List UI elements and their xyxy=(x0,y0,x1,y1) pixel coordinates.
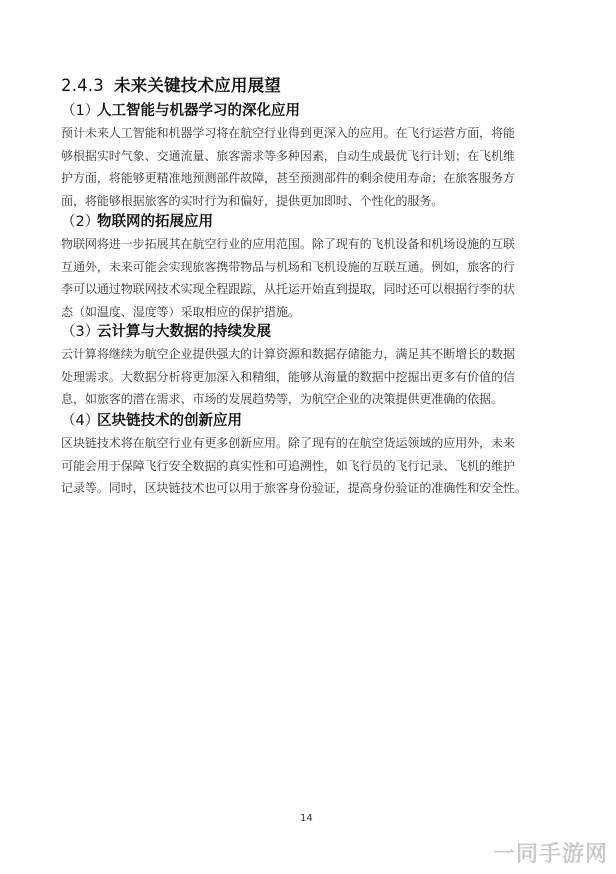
subsection-number: （1） xyxy=(61,103,100,119)
paragraph xyxy=(61,343,561,411)
page-number: 14 xyxy=(300,813,313,824)
subsection-iot xyxy=(61,212,561,323)
paragraph-line: 可能会用于保障飞行安全数据的真实性和可追溯性，如飞行员的飞行记录、飞机的维护 xyxy=(61,458,515,473)
paragraph-line: 云计算将继续为航空企业提供强大的计算资源和数据存储能力，满足其不断增长的数据 xyxy=(61,347,515,361)
paragraph-line: 物联网将进一步拓展其在航空行业的应用范围。除了现有的飞机设备和机场设施的互联 xyxy=(61,237,515,251)
subsection-number: （2） xyxy=(61,214,100,230)
section-number: 2.4.3 xyxy=(61,76,104,95)
paragraph-line: 区块链技术将在航空行业有更多创新应用。除了现有的在航空货运领域的应用外，未来 xyxy=(61,436,515,450)
subsection-cloud-bigdata xyxy=(61,322,561,411)
paragraph-line: 护方面，将能够更精准地预测部件故障，甚至预测部件的剩余使用寿命；在旅客服务方 xyxy=(61,171,515,185)
subsection-title-text: 物联网的拓展应用 xyxy=(97,214,213,230)
paragraph-line: 互通外，未来可能会实现旅客携带物品与机场和飞机设施的互联互通。例如，旅客的行 xyxy=(61,259,515,274)
watermark-logo: 一同手游网 xyxy=(492,842,608,867)
subsection-title xyxy=(61,411,561,431)
subsection-title xyxy=(61,322,561,342)
paragraph-line: 息，如旅客的潜在需求、市场的发展趋势等，为航空企业的决策提供更准确的依据。 xyxy=(61,392,503,406)
subsection-title-text: 云计算与大数据的持续发展 xyxy=(97,324,271,340)
paragraph xyxy=(61,233,561,323)
paragraph-line: 处理需求。大数据分析将更加深入和精细，能够从海量的数据中挖掘出更多有价值的信 xyxy=(61,369,515,384)
subsection-number: （3） xyxy=(61,324,100,340)
paragraph-line: 面，将能够根据旅客的实时行为和偏好，提供更加即时、个性化的服务。 xyxy=(61,193,444,208)
subsection-title xyxy=(61,212,561,232)
subsection-title-text: 区块链技术的创新应用 xyxy=(97,413,242,429)
paragraph-line: 态（如温度、湿度等）采取相应的保护措施。 xyxy=(61,304,300,319)
paragraph-line: 预计未来人工智能和机器学习将在航空行业得到更深入的应用。在飞行运营方面，将能 xyxy=(61,126,515,140)
paragraph xyxy=(61,122,561,212)
subsection-title-text: 人工智能与机器学习的深化应用 xyxy=(97,103,300,119)
subsection-number: （4） xyxy=(61,413,100,429)
section-title: 未来关键技术应用展望 xyxy=(113,76,281,95)
subsection-title xyxy=(61,101,561,121)
paragraph-line: 够根据实时气象、交通流量、旅客需求等多种因素，自动生成最优飞行计划；在飞机维 xyxy=(61,148,515,163)
paragraph xyxy=(61,432,561,500)
paragraph-line: 记录等。同时，区块链技术也可以用于旅客身份验证，提高身份验证的准确性和安全性。 xyxy=(61,481,527,495)
subsection-ai-ml xyxy=(61,101,561,212)
subsection-blockchain xyxy=(61,411,561,500)
section-heading xyxy=(61,72,281,96)
paragraph-line: 李可以通过物联网技术实现全程跟踪，从托运开始直到提取，同时还可以根据行李的状 xyxy=(61,282,515,296)
